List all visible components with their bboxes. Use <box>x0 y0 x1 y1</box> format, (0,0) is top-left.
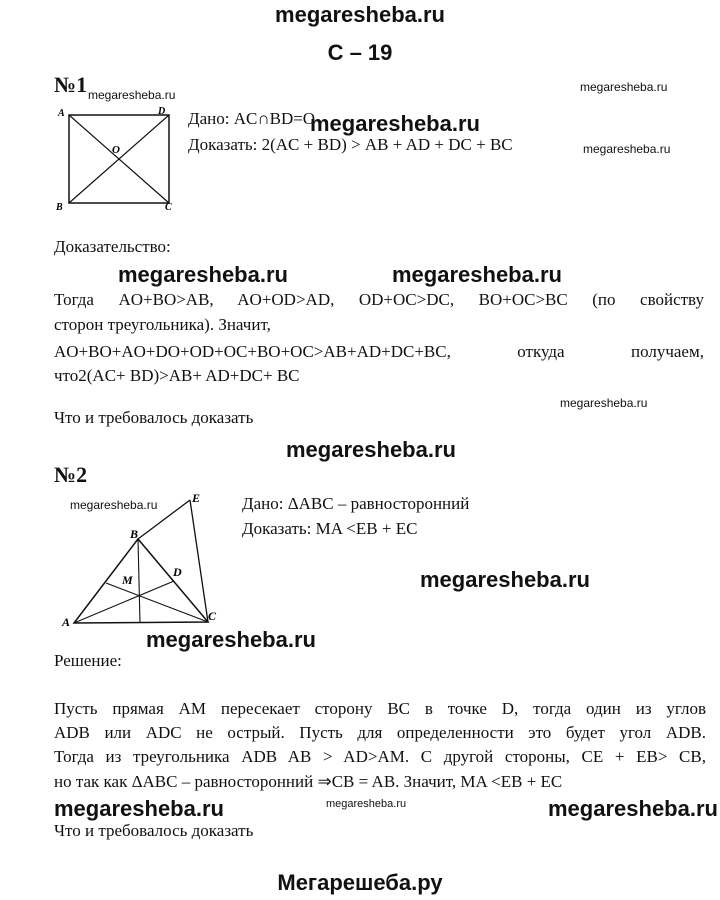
problem2-solution-line: Тогда из треугольника ADB AB > AD>AM. С другой стороны, CE + EB> CB, <box>54 747 706 766</box>
triangle-diagram <box>56 486 236 636</box>
label-e: E <box>192 491 201 505</box>
watermark: megaresheba.ru <box>548 796 718 821</box>
label-c: C <box>165 202 172 213</box>
site-footer: Мегарешеба.ру <box>277 870 443 895</box>
watermark: megaresheba.ru <box>88 88 176 102</box>
label-m: M <box>122 573 133 587</box>
problem2-solution-line: Пусть прямая AM пересекает сторону BC в точке D, тогда один из углов <box>54 699 706 718</box>
label-d: D <box>173 565 182 579</box>
problem2-given: Дано: ΔABC – равносторонний <box>242 494 470 513</box>
problem1-qed: Что и требовалось доказать <box>54 408 254 427</box>
watermark: megaresheba.ru <box>580 80 668 94</box>
problem1-proof-line: Тогда AO+BO>AB, AO+OD>AD, OD+OC>DC, BO+OC>BC (по свойству <box>54 290 704 309</box>
label-a: A <box>58 108 65 119</box>
watermark: megaresheba.ru <box>146 627 316 652</box>
median-c <box>106 583 208 622</box>
watermark: megaresheba.ru <box>310 111 480 136</box>
watermark: megaresheba.ru <box>54 796 224 821</box>
proof-word: откуда <box>517 342 565 361</box>
problem2-solution-line: но так как ΔABC – равносторонний ⇒CB = AB. Значит, MA <EB + EC <box>54 772 563 791</box>
problem1-number: №1 <box>54 72 88 97</box>
label-b: B <box>130 527 139 541</box>
proof-word: получаем, <box>630 342 704 361</box>
site-header: megaresheba.ru <box>275 2 445 27</box>
label-d: D <box>158 106 166 117</box>
square-diagram <box>52 104 182 214</box>
problem1-prove: Доказать: 2(AC + BD) > AB + AD + DC + BC <box>188 135 513 154</box>
problem1-proof-line: сторон треугольника). Значит, <box>54 315 271 334</box>
label-a: A <box>62 615 71 629</box>
watermark: megaresheba.ru <box>286 437 456 462</box>
watermark: megaresheba.ru <box>420 567 590 592</box>
label-b: B <box>56 202 63 213</box>
problem1-given: Дано: AC∩BD=O <box>188 109 316 128</box>
triangle-abc <box>74 539 208 623</box>
problem2-qed: Что и требовалось доказать <box>54 821 254 840</box>
problem1-proof-line: что2(AC+ BD)>AB+ AD+DC+ BC <box>54 366 300 385</box>
watermark: megaresheba.ru <box>560 396 648 410</box>
altitude-b <box>138 539 140 623</box>
label-o: O <box>112 144 120 156</box>
problem1-proof-title: Доказательство: <box>54 237 171 256</box>
problem2-solution-title: Решение: <box>54 651 122 670</box>
label-c: C <box>208 609 217 623</box>
watermark: megaresheba.ru <box>583 142 671 156</box>
problem1-proof-line <box>54 341 704 363</box>
problem2-prove: Доказать: MA <EB + EC <box>242 519 418 538</box>
problem2-number: №2 <box>54 462 88 487</box>
proof-sum: AO+BO+AO+DO+OD+OC+BO+OC>AB+AD+DC+BC, <box>54 342 451 361</box>
watermark: megaresheba.ru <box>70 498 158 512</box>
watermark: megaresheba.ru <box>392 262 562 287</box>
segment-be <box>138 500 190 539</box>
problem2-solution-line: ADB или ADC не острый. Пусть для определенности это будет угол ADB. <box>54 723 706 742</box>
section-title: С – 19 <box>327 40 393 65</box>
segment-ad <box>74 581 174 623</box>
watermark: megaresheba.ru <box>326 798 407 810</box>
watermark: megaresheba.ru <box>118 262 288 287</box>
